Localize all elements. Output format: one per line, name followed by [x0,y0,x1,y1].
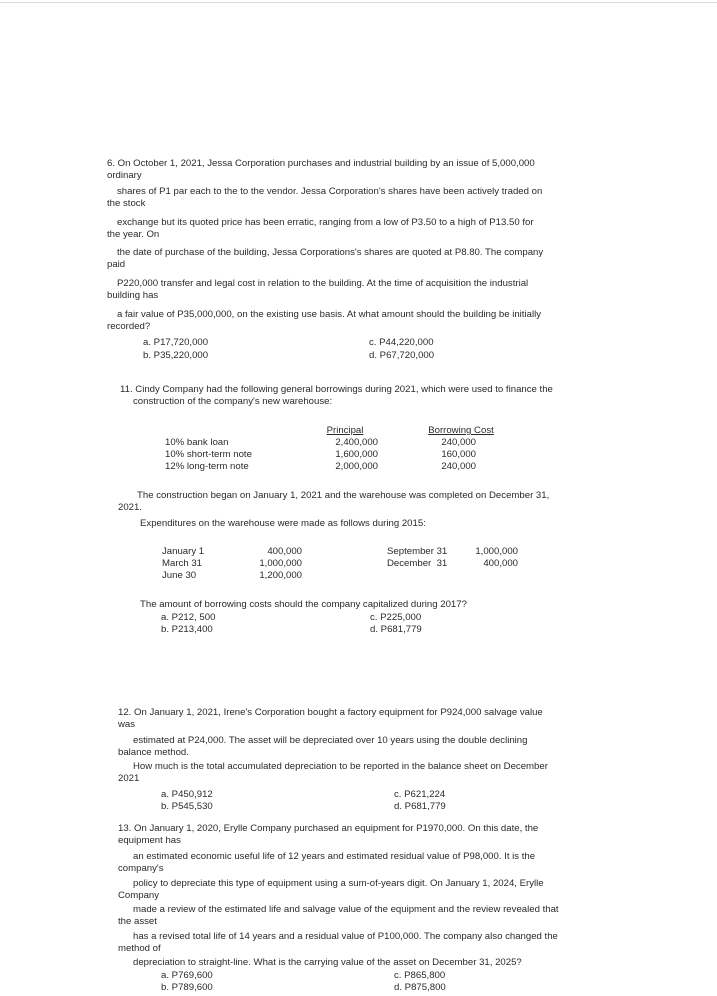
q11-intro: 11. Cindy Company had the following general borrowings during 2021, which were used to finance the [120,384,553,395]
q6-choice-b: b. P35,220,000 [143,350,209,361]
loan-cost: 160,000 [441,449,476,460]
expenditure-date: December 31 [387,558,448,569]
q6-line: a fair value of P35,000,000, on the existing use basis. At what amount should the building be initially [117,309,541,320]
q11-choice-c: c. P225,000 [370,612,422,623]
q11-choice-b: b. P213,400 [161,624,213,635]
q11-intro: construction of the company's new warehouse: [133,396,333,407]
loan-label: 10% short-term note [165,449,252,460]
q13-line: has a revised total life of 14 years and a residual value of P100,000. The company also changed the [133,931,558,942]
loan-principal: 2,000,000 [335,461,378,472]
q12-line: 12. On January 1, 2021, Irene's Corporation bought a factory equipment for P924,000 salvage value [118,707,543,718]
loan-principal: 1,600,000 [335,449,378,460]
expenditure-amount: 400,000 [267,546,302,557]
q6-choice-d: d. P67,720,000 [369,350,435,361]
borrowing-cost-header: Borrowing Cost [428,425,494,436]
principal-header: Principal [326,425,364,436]
q13-choice-b: b. P789,600 [161,982,213,993]
q13-line: method of [118,943,161,954]
q6-line: the year. On [107,229,160,240]
loan-cost: 240,000 [441,461,476,472]
q12-line: estimated at P24,000. The asset will be depreciated over 10 years using the double declining [133,735,528,746]
q13-choice-c: c. P865,800 [394,970,446,981]
q11-choice-a: a. P212, 500 [161,612,216,623]
q13-line: an estimated economic useful life of 12 years and estimated residual value of P98,000. It is the [133,851,536,862]
q12-choice-c: c. P621,224 [394,789,446,800]
expenditure-date: June 30 [162,570,197,581]
q13-choice-a: a. P769,600 [161,970,213,981]
q13-line: company's [118,863,164,874]
top-divider [0,2,717,3]
expenditures-intro: Expenditures on the warehouse were made as follows during 2015: [140,518,426,529]
q6-line: the date of purchase of the building, Jessa Corporations's shares are quoted at P8.80. The company [117,247,544,258]
loan-label: 10% bank loan [165,437,229,448]
q12-choice-d: d. P681,779 [394,801,446,812]
q6-line: recorded? [107,321,151,332]
q12-choice-b: b. P545,530 [161,801,213,812]
q13-line: equipment has [118,835,181,846]
q13-line: 13. On January 1, 2020, Erylle Company purchased an equipment for P1970,000. On this date, the [118,823,539,834]
expenditure-amount: 1,200,000 [259,570,302,581]
q6-choice-c: c. P44,220,000 [369,337,434,348]
q6-line: shares of P1 par each to the to the vendor. Jessa Corporation's shares have been actively traded on [117,186,543,197]
q6-line: paid [107,259,126,270]
q6-line: P220,000 transfer and legal cost in relation to the building. At the time of acquisition the industrial [117,278,529,289]
q6-line: ordinary [107,170,142,181]
q12-line: 2021 [118,773,140,784]
q12-choice-a: a. P450,912 [161,789,213,800]
loan-label: 12% long-term note [165,461,249,472]
construction-text: The construction began on January 1, 2021 and the warehouse was completed on December 31, [137,490,550,501]
loan-cost: 240,000 [441,437,476,448]
q13-line: depreciation to straight-line. What is the carrying value of the asset on December 31, 2025? [133,957,522,968]
q6-line: exchange but its quoted price has been erratic, ranging from a low of P3.50 to a high of P13.50 for [117,217,534,228]
construction-text: 2021. [118,502,143,513]
q6-line: the stock [107,198,146,209]
q12-line: How much is the total accumulated depreciation to be reported in the balance sheet on December [133,761,548,772]
q12-line: balance method. [118,747,189,758]
q6-line: 6. On October 1, 2021, Jessa Corporation purchases and industrial building by an issue of 5,000,000 [107,158,535,169]
expenditure-amount: 1,000,000 [259,558,302,569]
q13-line: made a review of the estimated life and salvage value of the equipment and the review revealed that [133,904,559,915]
expenditure-date: September 31 [387,546,448,557]
q6-line: building has [107,290,159,301]
expenditure-date: January 1 [162,546,205,557]
q11-question: The amount of borrowing costs should the company capitalized during 2017? [140,599,467,610]
q13-choice-d: d. P875,800 [394,982,446,993]
loan-principal: 2,400,000 [335,437,378,448]
q6-choice-a: a. P17,720,000 [143,337,209,348]
q11-choice-d: d. P681,779 [370,624,422,635]
q12-line: was [118,719,136,730]
q13-line: policy to depreciate this type of equipment using a sum-of-years digit. On January 1, 2024, Erylle [133,878,544,889]
expenditure-date: March 31 [162,558,202,569]
q13-line: the asset [118,916,157,927]
expenditure-amount: 400,000 [483,558,518,569]
q13-line: Company [118,890,160,901]
expenditure-amount: 1,000,000 [475,546,518,557]
